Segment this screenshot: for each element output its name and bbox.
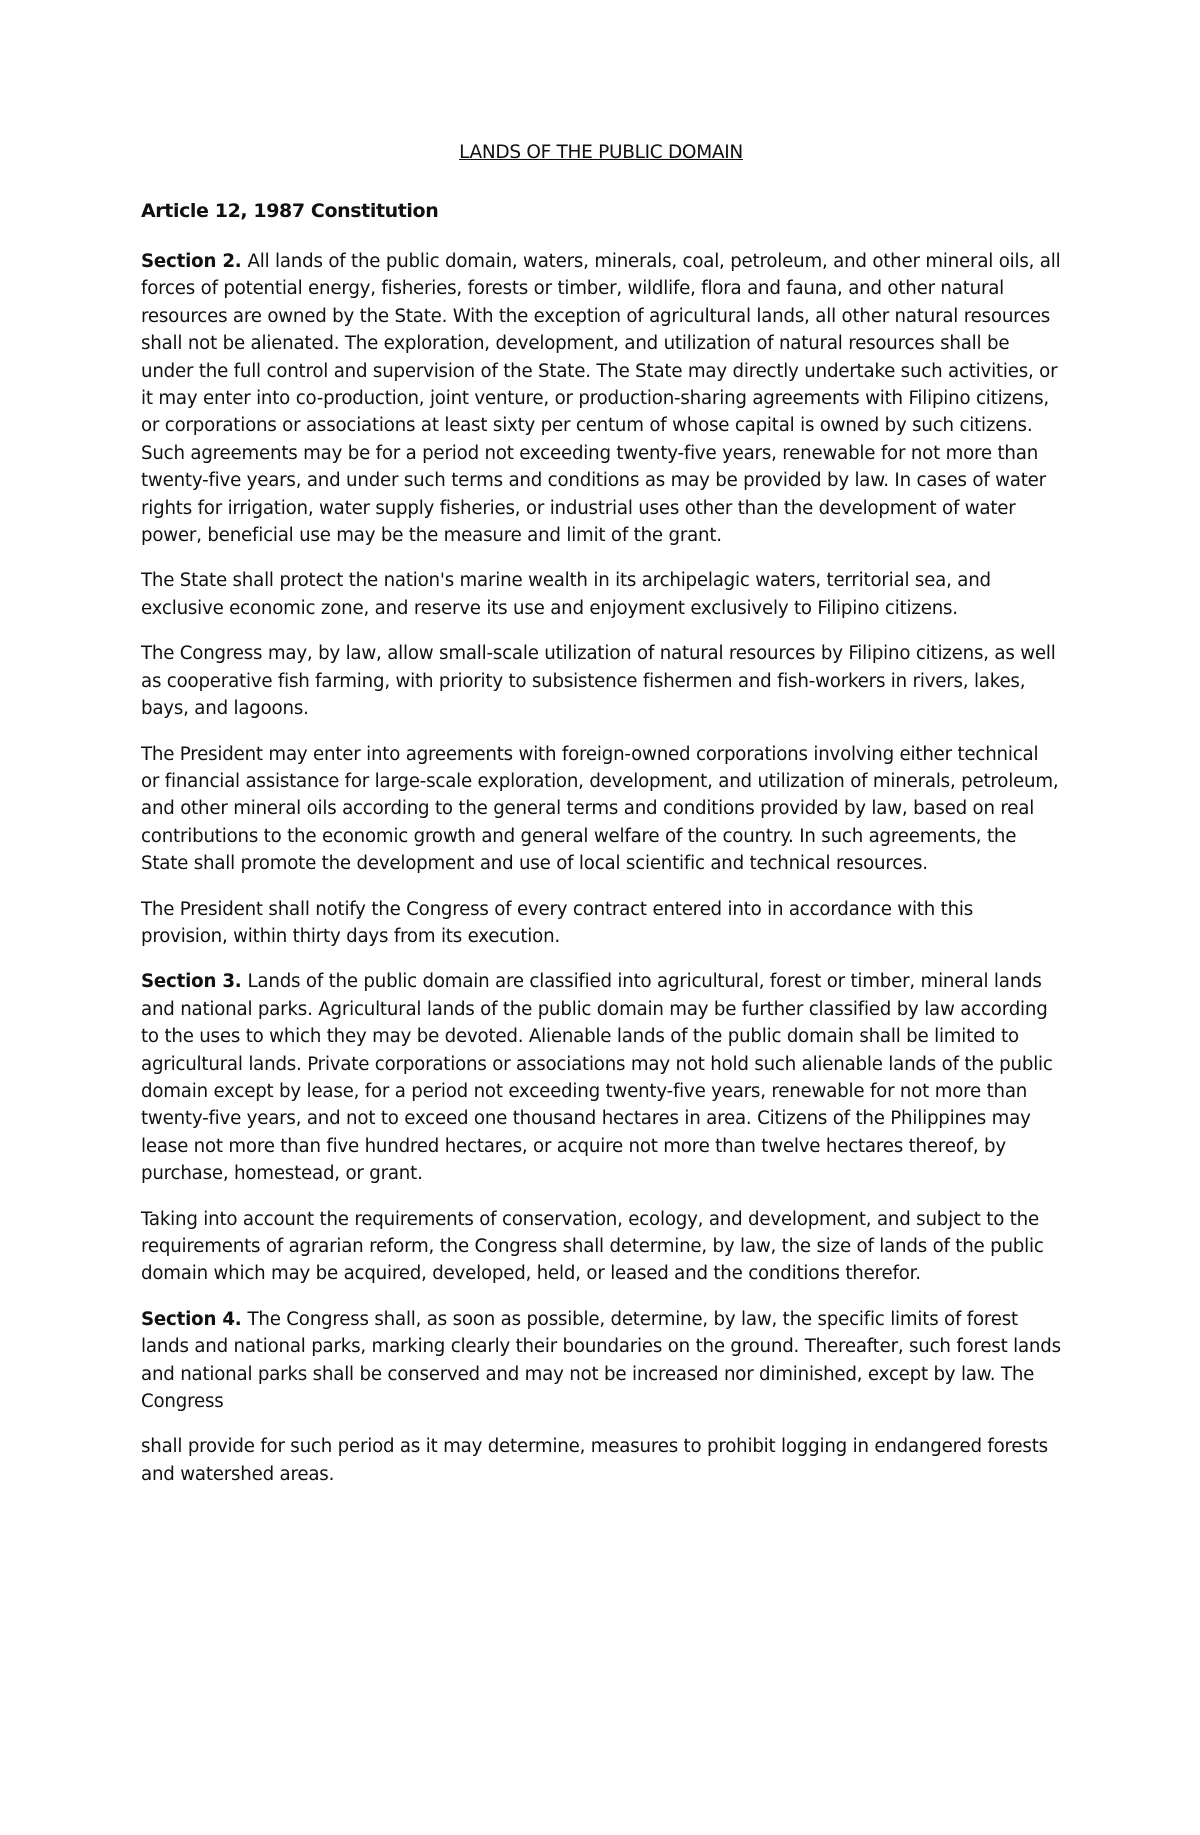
section-2-text: All lands of the public domain, waters, minerals, coal, petroleum, and other mineral oils, all forces of potential energy, fisheries, forests or timber, wildlife, flora and fauna, and other natural resources are owned by the State. With the exception of agricultural lands, all other natural resources shall not be alienated. The exploration, development, and utilization of natural resources shall be under the full control and supervision of the State. The State may directly undertake such activities, or it may enter into co-production, joint venture, or production-sharing agreements with Filipino citizens, or corporations or associations at least sixty per centum of whose capital is owned by such citizens. Such agreements may be for a period not exceeding twenty-five years, renewable for not more than twenty-five years, and under such terms and conditions as may be provided by law. In cases of water rights for irrigation, water supply fisheries, or industrial uses other than the development of water power, beneficial use may be the measure and limit of the grant.	[141, 251, 1061, 547]
section-3-paragraph-2: Taking into account the requirements of conservation, ecology, and development, and subject to the requirements of agrarian reform, the Congress shall determine, by law, the size of lands of the public domain which may be acquired, developed, held, or leased and the conditions therefor.	[141, 1208, 1044, 1285]
section-2-paragraph-5: The President shall notify the Congress of every contract entered into in accordance with this provision, within thirty days from its execution.	[141, 898, 974, 947]
section-2-paragraph-2: The State shall protect the nation's marine wealth in its archipelagic waters, territorial sea, and exclusive economic zone, and reserve its use and enjoyment exclusively to Filipino citizens.	[141, 570, 991, 619]
section-2-label: Section 2.	[141, 251, 242, 272]
document-page	[141, 141, 1061, 1506]
section-3-label: Section 3.	[141, 971, 242, 993]
section-4-label: Section 4.	[141, 1308, 242, 1330]
section-4-text: The Congress shall, as soon as possible, determine, by law, the specific limits of forest lands and national parks, marking clearly their boundaries on the ground. Thereafter, such forest lands and national parks shall be conserved and may not be increased nor diminished, except by law. The Congress	[141, 1308, 1061, 1413]
section-4-paragraph	[141, 1306, 1061, 1416]
section-3-text: Lands of the public domain are classified into agricultural, forest or timber, mineral lands and national parks. Agricultural lands of the public domain may be further classified by law according to the uses to which they may be devoted. Alienable lands of the public domain shall be limited to agricultural lands. Private corporations or associations may not hold such alienable lands of the public domain except by lease, for a period not exceeding twenty-five years, renewable for not more than twenty-five years, and not to exceed one thousand hectares in area. Citizens of the Philippines may lease not more than five hundred hectares, or acquire not more than twelve hectares thereof, by purchase, homestead, or grant.	[141, 971, 1053, 1185]
article-heading: Article 12, 1987 Constitution	[141, 200, 439, 222]
section-2-paragraph-4: The President may enter into agreements with foreign-owned corporations involving either technical or financial assistance for large-scale exploration, development, and utilization of minerals, petroleum, and other mineral oils according to the general terms and conditions provided by law, based on real contributions to the economic growth and general welfare of the country. In such agreements, the State shall promote the development and use of local scientific and technical resources.	[141, 743, 1059, 875]
document-title: LANDS OF THE PUBLIC DOMAIN	[459, 142, 743, 163]
section-4-paragraph-2: shall provide for such period as it may determine, measures to prohibit logging in endangered forests and watershed areas.	[141, 1436, 1048, 1485]
section-3-paragraph	[141, 968, 1061, 1187]
section-2-paragraph-3: The Congress may, by law, allow small-scale utilization of natural resources by Filipino citizens, as well as cooperative fish farming, with priority to subsistence fishermen and fish-workers in rivers, lakes, bays, and lagoons.	[141, 643, 1056, 720]
section-2-paragraph	[141, 248, 1061, 549]
